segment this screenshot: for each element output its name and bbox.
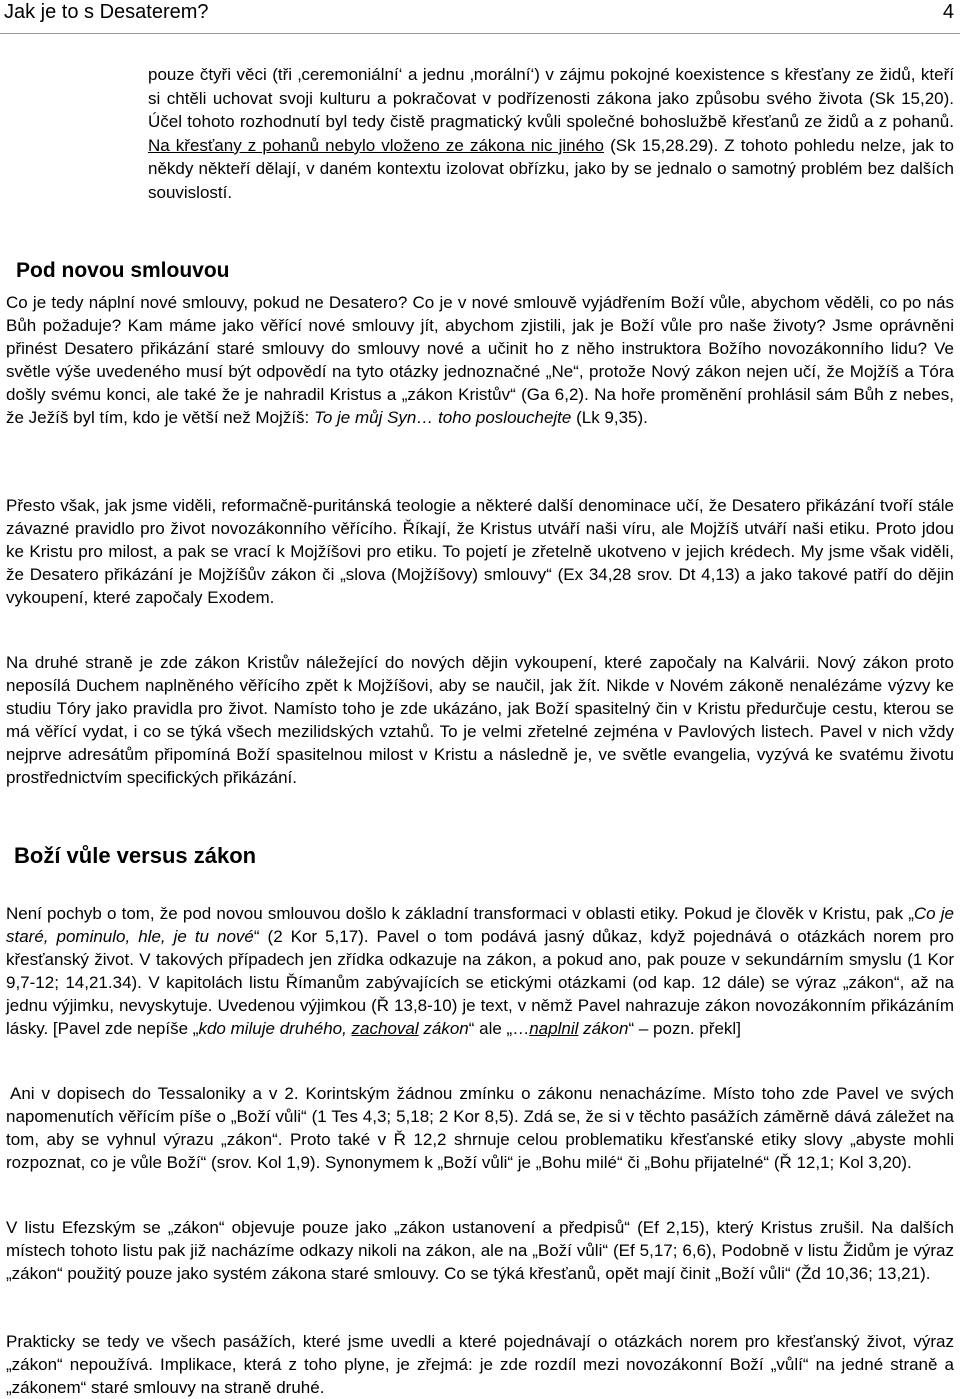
intro-sentence-3: Na křesťany z pohanů nebylo vloženo ze zákona nic jiného — [148, 135, 604, 155]
section-heading-new-covenant: Pod novou smlouvou — [16, 259, 230, 282]
s2p1-q2b: zákon — [418, 1019, 469, 1039]
page-number: 4 — [942, 1, 954, 23]
section1-p1-ref: (Lk 9,35). — [571, 408, 648, 428]
intro-reference: (Sk 15,28.29). — [610, 135, 719, 155]
section2-paragraph-2: Ani v dopisech do Tessaloniky a v 2. Korintským žádnou zmínku o zákonu nenacházíme. Místo toho zde Pavel ve svých napomenutích věřícím píše o „Boží vůli“ (1 Tes 4,3; 5,18; 2 Kor 8,5). Zdá se, že si v těchto pasážích záměrně dává záležet na tom, aby se vyhnul výrazu „zákon“. Proto také v Ř 12,2 shrnuje celou problematiku křesťanské etiky slovy „abyste mohli rozpoznat, co je vůle Boží“ (srov. Kol 1,9). Synonymem k „Boží vůli“ je „Bohu milé“ či „Bohu přijatelné“ (Ř 12,1; Kol 3,20). — [6, 1084, 954, 1173]
section2-paragraph-1 — [6, 902, 954, 1041]
document-title: Jak je to s Desaterem? — [4, 1, 209, 23]
section1-paragraph-3: Na druhé straně je zde zákon Kristův náležející do nových dějin vykoupení, které započaly na Kalvárii. Nový zákon proto neposílá Duchem naplněného věřícího zpět k Mojžíšovi, aby se naučil, jak žít. Nikde v Novém zákoně nenalézáme výzvy ke studiu Tóry jako pravidla pro život. Namísto toho je zde ukázáno, jak Boží spasitelný čin v Kristu předurčuje cestu, kterou se má věřící vydat, i co se týká všech mezilidských vztahů. To je velmi zřetelné zejména v Pavlových listech. Pavel v nich vždy nejprve adresátům připomíná Boží spasitelnou milost v Kristu a následně je, ve světle evangelia, vyzývá ke svatému životu prostřednictvím specifických přikázání. — [6, 653, 954, 788]
s2p1-q2u: zachoval — [351, 1019, 419, 1039]
intro-sentence-5: Z tohoto pohledu nelze, jak to někdy někteří dělají, v daném kontextu izolovat obřízku, jako by se jednalo o samotný problém bez dalších souvislostí. — [148, 135, 954, 202]
section1-p1-quote: To je můj Syn… toho poslouchejte — [314, 408, 572, 428]
s2p1-b: “ (2 Kor 5,17). Pavel o tom podává jasný důkaz, když pojednává o otázkách norem pro křesťanský život. V takových případech jen zřídka odkazuje na zákon, a pokud ano, pak pouze v sekundárním smyslu (1 Kor 9,7-12; 14,21.34). V kapitolách listu Římanům zabývajících se etickými otázkami (od kap. 12 dále) se výraz „zákon“, až na jednu výjimku, nevyskytuje. Uvedenou výjimkou (Ř 13,8-10) je text, v němž Pavel nahrazuje zákon novozákonním přikázáním lásky. [Pavel zde nepíše „ — [6, 927, 954, 1039]
s2p1-c: “ ale „… — [468, 1019, 530, 1039]
s2p1-q2a: kdo miluje druhého, — [198, 1019, 352, 1039]
s2p1-quote: Co je staré, pominulo, hle, je tu nové — [6, 904, 955, 947]
section-heading-gods-will: Boží vůle versus zákon — [14, 843, 257, 868]
section1-paragraph-2: Přesto však, jak jsme viděli, reformačně-puritánská teologie a některé další denominace učí, že Desatero přikázání tvoří stále závazné pravidlo pro život novozákonního věřícího. Říkají, že Kristus utváří naši víru, ale Mojžíš utváří naši etiku. Proto jdou ke Kristu pro milost, a pak se vrací k Mojžíšovi pro etiku. To pojetí je zřetelně ukotveno v jejich krédech. My jsme však viděli, že Desatero přikázání je Mojžíšův zákon či „slova (Mojžíšovy) smlouvy“ (Ex 34,28 srov. Dt 4,13) a jako takové patří do dějin vykoupení, které započaly Exodem. — [6, 496, 954, 608]
s2p1-a: Není pochyb o tom, že pod novou smlouvou došlo k základní transformaci v oblasti etiky. Pokud je člověk v Kristu, pak „ — [6, 904, 914, 923]
section1-p1-text: Co je tedy náplní nové smlouvy, pokud ne Desatero? Co je v nové smlouvě vyjádřením Boží vůle, abychom věděli, co po nás Bůh požaduje? Kam máme jako věřící nové smlouvy jít, abychom zjistili, jak je Boží vůle pro naše životy? Jsme oprávněni přinést Desatero přikázání staré smlouvy do smlouvy nové a učinit ho z něho instruktora Božího novozákonního lidu? Ve světle výše uvedeného musí být odpovědí na tyto otázky jednoznačné „Ne“, protože Nový zákon nejen učí, že Mojžíš a Tóra došly svému konci, ale také že je nahradil Kristus a „zákon Kristův“ (Ga 6,2). Na hoře proměnění prohlásil sám Bůh z nebes, že Ježíš byl tím, kdo je větší než Mojžíš: — [6, 293, 954, 428]
intro-sentence-1: pouze čtyři věci (tři ‚ceremoniální‘ a jednu ‚morální‘) v zájmu pokojné koexistence s křesťany ze židů, kteří si chtěli uchovat svoji kulturu a pokračovat v podřízenosti zákona jako způsobu svého života (Sk 15,20). — [148, 65, 954, 108]
s2p1-q3b: zákon — [578, 1019, 629, 1039]
intro-paragraph — [148, 63, 954, 205]
s2p1-d: “ – pozn. překl] — [628, 1019, 741, 1039]
s2p1-q3u: naplnil — [529, 1019, 579, 1039]
intro-sentence-2: Účel tohoto rozhodnutí byl tedy čistě pragmatický kvůli společné bohoslužbě křesťanů ze židů a z pohanů. — [148, 112, 954, 132]
section1-paragraph-1 — [6, 291, 954, 430]
page-header — [0, 0, 960, 34]
section2-paragraph-4: Prakticky se tedy ve všech pasážích, které jsme uvedli a které pojednávají o otázkách norem pro křesťanský život, výraz „zákon“ nepoužívá. Implikace, která z toho plyne, je zřejmá: je zde rozdíl mezi novozákonní Boží „vůlí“ na jedné straně a „zákonem“ staré smlouvy na straně druhé. — [6, 1332, 954, 1398]
section2-paragraph-3: V listu Efezským se „zákon“ objevuje pouze jako „zákon ustanovení a předpisů“ (Ef 2,15), který Kristus zrušil. Na dalších místech tohoto listu pak již nacházíme odkazy nikoli na zákon, ale na „Boží vůli“ (Ef 5,17; 6,6), Podobně v listu Židům je výraz „zákon“ použitý pouze jako systém zákona staré smlouvy. Co se týká křesťanů, opět mají činit „Boží vůli“ (Žd 10,36; 13,21). — [6, 1218, 954, 1284]
